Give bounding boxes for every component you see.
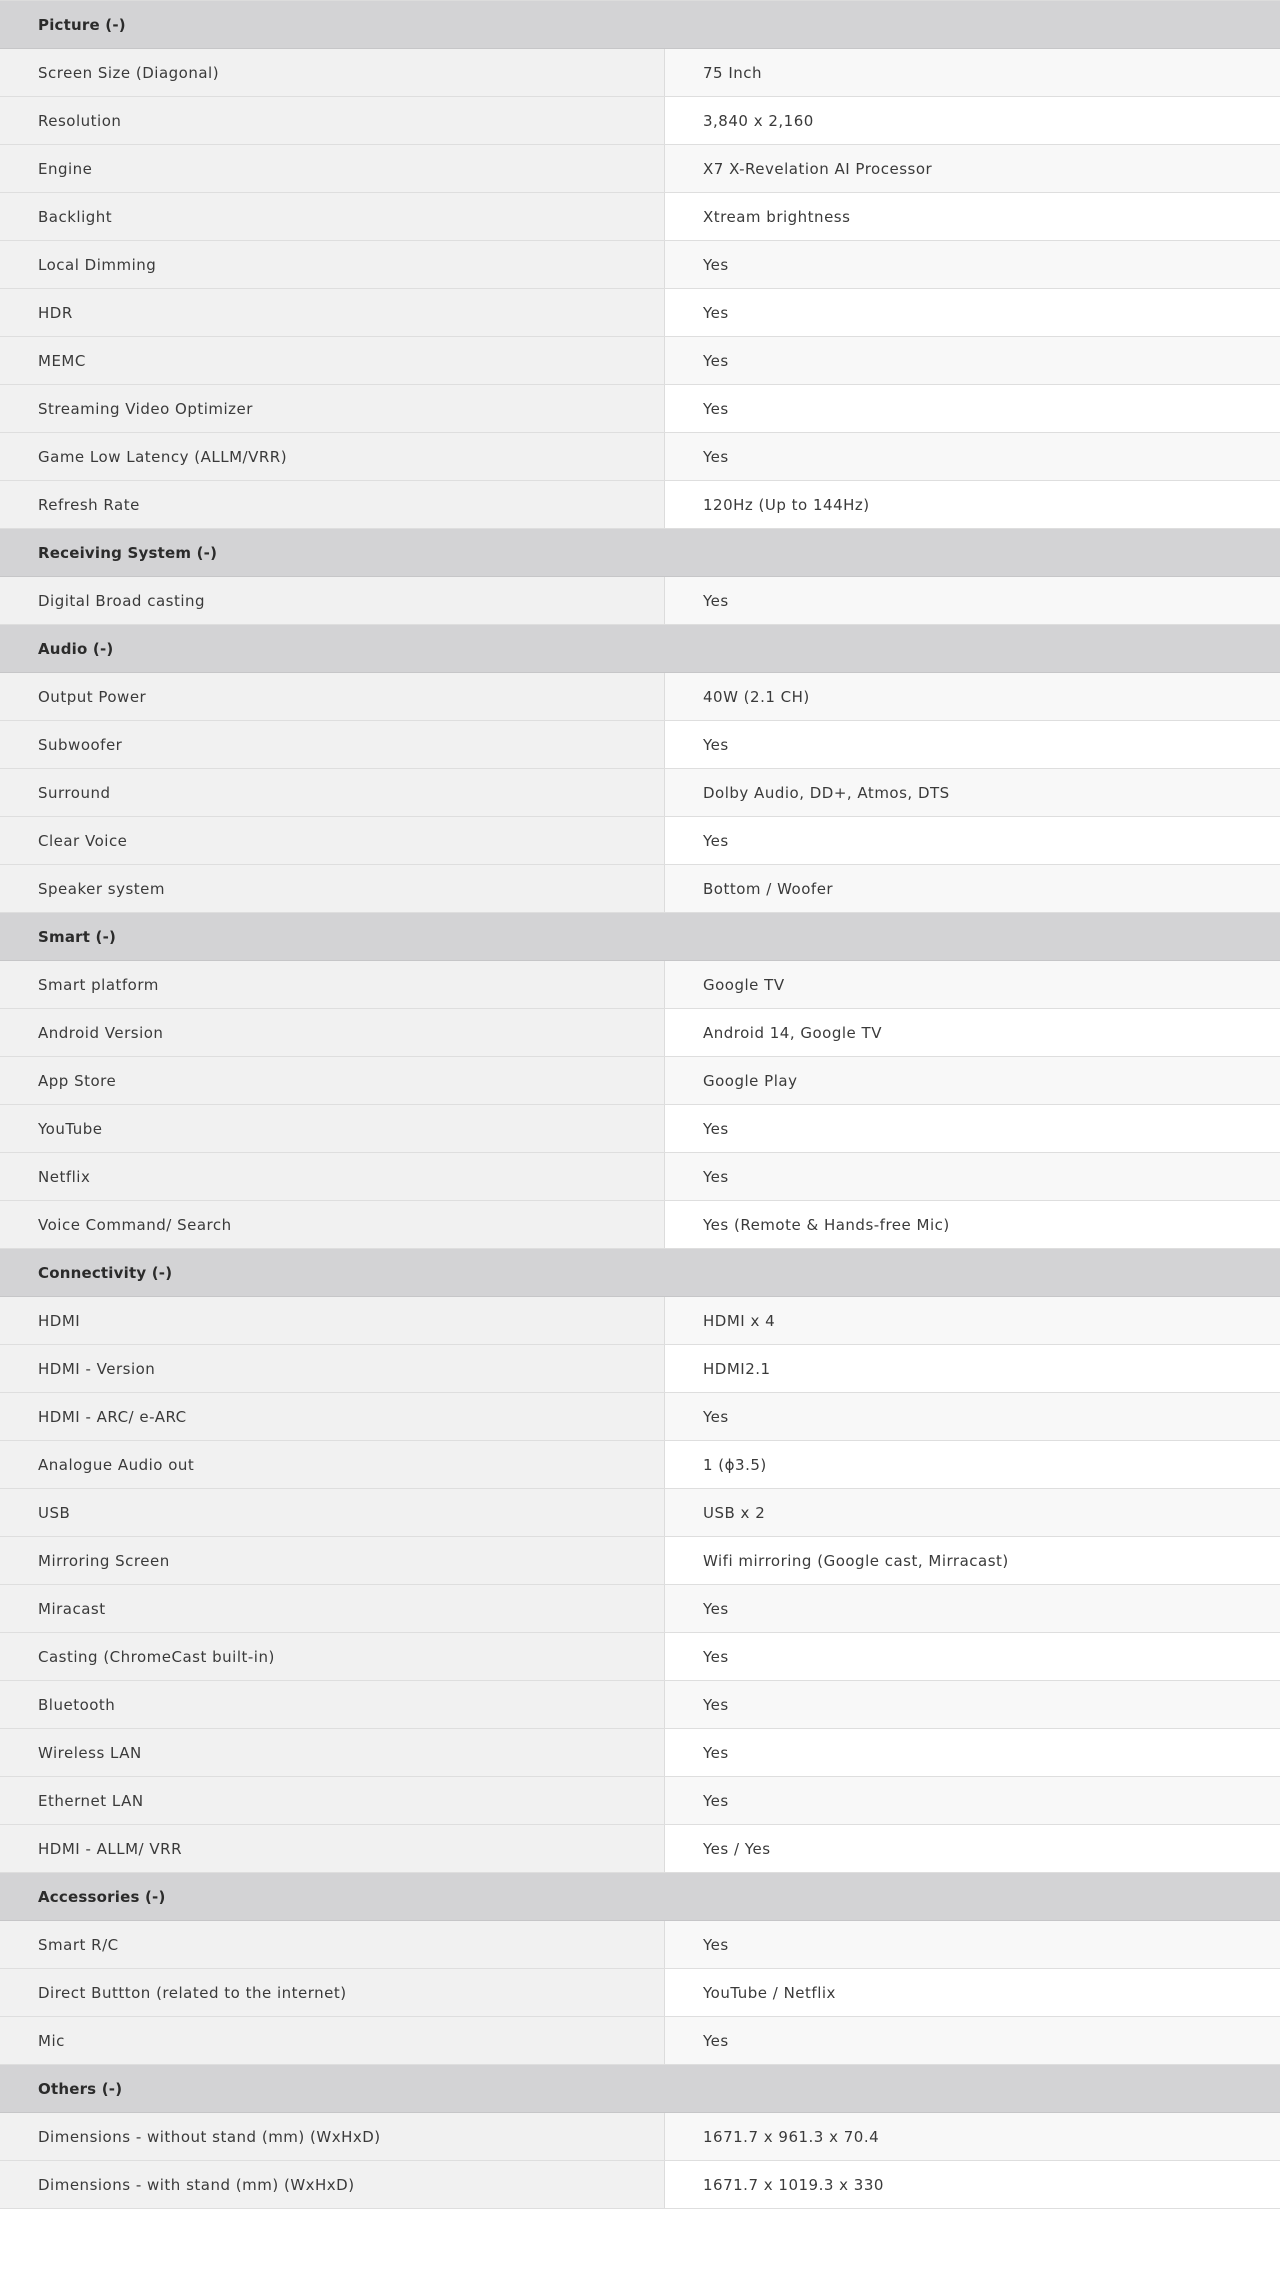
spec-label: HDMI [0, 1297, 665, 1344]
spec-row [0, 1201, 1280, 1249]
spec-row [0, 1057, 1280, 1105]
spec-row [0, 337, 1280, 385]
spec-label: App Store [0, 1057, 665, 1104]
spec-row [0, 673, 1280, 721]
spec-label: MEMC [0, 337, 665, 384]
spec-value: X7 X-Revelation AI Processor [665, 145, 1280, 192]
spec-row [0, 1681, 1280, 1729]
spec-row [0, 1777, 1280, 1825]
spec-label: Streaming Video Optimizer [0, 385, 665, 432]
spec-value: Yes [665, 1585, 1280, 1632]
spec-row [0, 2017, 1280, 2065]
section-header[interactable] [0, 1, 1280, 49]
spec-value: Yes [665, 1921, 1280, 1968]
spec-label: Engine [0, 145, 665, 192]
spec-label: Bluetooth [0, 1681, 665, 1728]
spec-row [0, 1633, 1280, 1681]
spec-row [0, 721, 1280, 769]
spec-label: Subwoofer [0, 721, 665, 768]
spec-value: Xtream brightness [665, 193, 1280, 240]
spec-label: Direct Buttton (related to the internet) [0, 1969, 665, 2016]
spec-value: 1671.7 x 961.3 x 70.4 [665, 2113, 1280, 2160]
spec-row [0, 1345, 1280, 1393]
spec-value: Yes [665, 577, 1280, 624]
spec-value: Yes [665, 241, 1280, 288]
spec-label: HDMI - ALLM/ VRR [0, 1825, 665, 1872]
spec-value: Yes [665, 1633, 1280, 1680]
spec-value: 75 Inch [665, 49, 1280, 96]
section-header[interactable] [0, 2065, 1280, 2113]
spec-label: Voice Command/ Search [0, 1201, 665, 1248]
spec-label: Smart R/C [0, 1921, 665, 1968]
spec-label: Game Low Latency (ALLM/VRR) [0, 433, 665, 480]
spec-row [0, 241, 1280, 289]
section-title: Receiving System (-) [38, 543, 218, 562]
spec-label: Ethernet LAN [0, 1777, 665, 1824]
spec-row [0, 1009, 1280, 1057]
spec-label: HDR [0, 289, 665, 336]
spec-row [0, 145, 1280, 193]
section-header[interactable] [0, 625, 1280, 673]
spec-row [0, 961, 1280, 1009]
spec-label: Screen Size (Diagonal) [0, 49, 665, 96]
spec-label: Refresh Rate [0, 481, 665, 528]
spec-label: Miracast [0, 1585, 665, 1632]
spec-value: Yes [665, 817, 1280, 864]
spec-label: Dimensions - without stand (mm) (WxHxD) [0, 2113, 665, 2160]
spec-value: 40W (2.1 CH) [665, 673, 1280, 720]
spec-value: Yes [665, 1393, 1280, 1440]
spec-label: Speaker system [0, 865, 665, 912]
spec-value: Yes [665, 1153, 1280, 1200]
spec-label: Wireless LAN [0, 1729, 665, 1776]
spec-value: 120Hz (Up to 144Hz) [665, 481, 1280, 528]
spec-value: Yes [665, 1777, 1280, 1824]
section-title: Smart (-) [38, 927, 117, 946]
spec-row [0, 289, 1280, 337]
spec-label: Local Dimming [0, 241, 665, 288]
spec-label: Dimensions - with stand (mm) (WxHxD) [0, 2161, 665, 2208]
spec-label: Analogue Audio out [0, 1441, 665, 1488]
spec-label: Mirroring Screen [0, 1537, 665, 1584]
spec-value: Bottom / Woofer [665, 865, 1280, 912]
spec-label: HDMI - ARC/ e-ARC [0, 1393, 665, 1440]
spec-row [0, 1537, 1280, 1585]
spec-row [0, 97, 1280, 145]
spec-value: Yes [665, 2017, 1280, 2064]
spec-row [0, 1969, 1280, 2017]
spec-value: Yes [665, 337, 1280, 384]
spec-row [0, 577, 1280, 625]
spec-value: Yes [665, 385, 1280, 432]
spec-label: USB [0, 1489, 665, 1536]
spec-label: Netflix [0, 1153, 665, 1200]
spec-label: Mic [0, 2017, 665, 2064]
spec-label: Android Version [0, 1009, 665, 1056]
spec-row [0, 1393, 1280, 1441]
spec-label: YouTube [0, 1105, 665, 1152]
spec-value: Dolby Audio, DD+, Atmos, DTS [665, 769, 1280, 816]
spec-value: Yes [665, 721, 1280, 768]
spec-row [0, 1825, 1280, 1873]
spec-row [0, 2161, 1280, 2209]
spec-value: Yes [665, 1729, 1280, 1776]
spec-label: Clear Voice [0, 817, 665, 864]
spec-label: Digital Broad casting [0, 577, 665, 624]
spec-row [0, 433, 1280, 481]
spec-value: 3,840 x 2,160 [665, 97, 1280, 144]
spec-label: HDMI - Version [0, 1345, 665, 1392]
spec-row [0, 1105, 1280, 1153]
spec-row [0, 2113, 1280, 2161]
spec-row [0, 1153, 1280, 1201]
spec-value: YouTube / Netflix [665, 1969, 1280, 2016]
spec-row [0, 817, 1280, 865]
section-title: Picture (-) [38, 15, 126, 34]
spec-row [0, 1921, 1280, 1969]
spec-row [0, 769, 1280, 817]
spec-value: 1671.7 x 1019.3 x 330 [665, 2161, 1280, 2208]
section-title: Others (-) [38, 2079, 123, 2098]
spec-value: Yes [665, 1681, 1280, 1728]
spec-row [0, 1585, 1280, 1633]
section-header[interactable] [0, 1249, 1280, 1297]
spec-label: Casting (ChromeCast built-in) [0, 1633, 665, 1680]
section-header[interactable] [0, 913, 1280, 961]
spec-value: Yes / Yes [665, 1825, 1280, 1872]
spec-row [0, 49, 1280, 97]
spec-value: Yes [665, 289, 1280, 336]
spec-label: Backlight [0, 193, 665, 240]
spec-value: Google Play [665, 1057, 1280, 1104]
section-title: Accessories (-) [38, 1887, 166, 1906]
spec-row [0, 481, 1280, 529]
section-title: Audio (-) [38, 639, 114, 658]
spec-value: Yes [665, 1105, 1280, 1152]
section-header[interactable] [0, 529, 1280, 577]
spec-value: Yes [665, 433, 1280, 480]
spec-value: HDMI2.1 [665, 1345, 1280, 1392]
spec-label: Resolution [0, 97, 665, 144]
section-title: Connectivity (-) [38, 1263, 173, 1282]
spec-row [0, 1489, 1280, 1537]
spec-label: Surround [0, 769, 665, 816]
spec-row [0, 1441, 1280, 1489]
spec-value: HDMI x 4 [665, 1297, 1280, 1344]
spec-row [0, 385, 1280, 433]
spec-value: Wifi mirroring (Google cast, Mirracast) [665, 1537, 1280, 1584]
spec-value: 1 (ϕ3.5) [665, 1441, 1280, 1488]
spec-value: Yes (Remote & Hands-free Mic) [665, 1201, 1280, 1248]
spec-row [0, 193, 1280, 241]
spec-row [0, 1297, 1280, 1345]
spec-label: Output Power [0, 673, 665, 720]
spec-value: Android 14, Google TV [665, 1009, 1280, 1056]
spec-row [0, 865, 1280, 913]
spec-label: Smart platform [0, 961, 665, 1008]
section-header[interactable] [0, 1873, 1280, 1921]
spec-row [0, 1729, 1280, 1777]
spec-value: Google TV [665, 961, 1280, 1008]
spec-value: USB x 2 [665, 1489, 1280, 1536]
